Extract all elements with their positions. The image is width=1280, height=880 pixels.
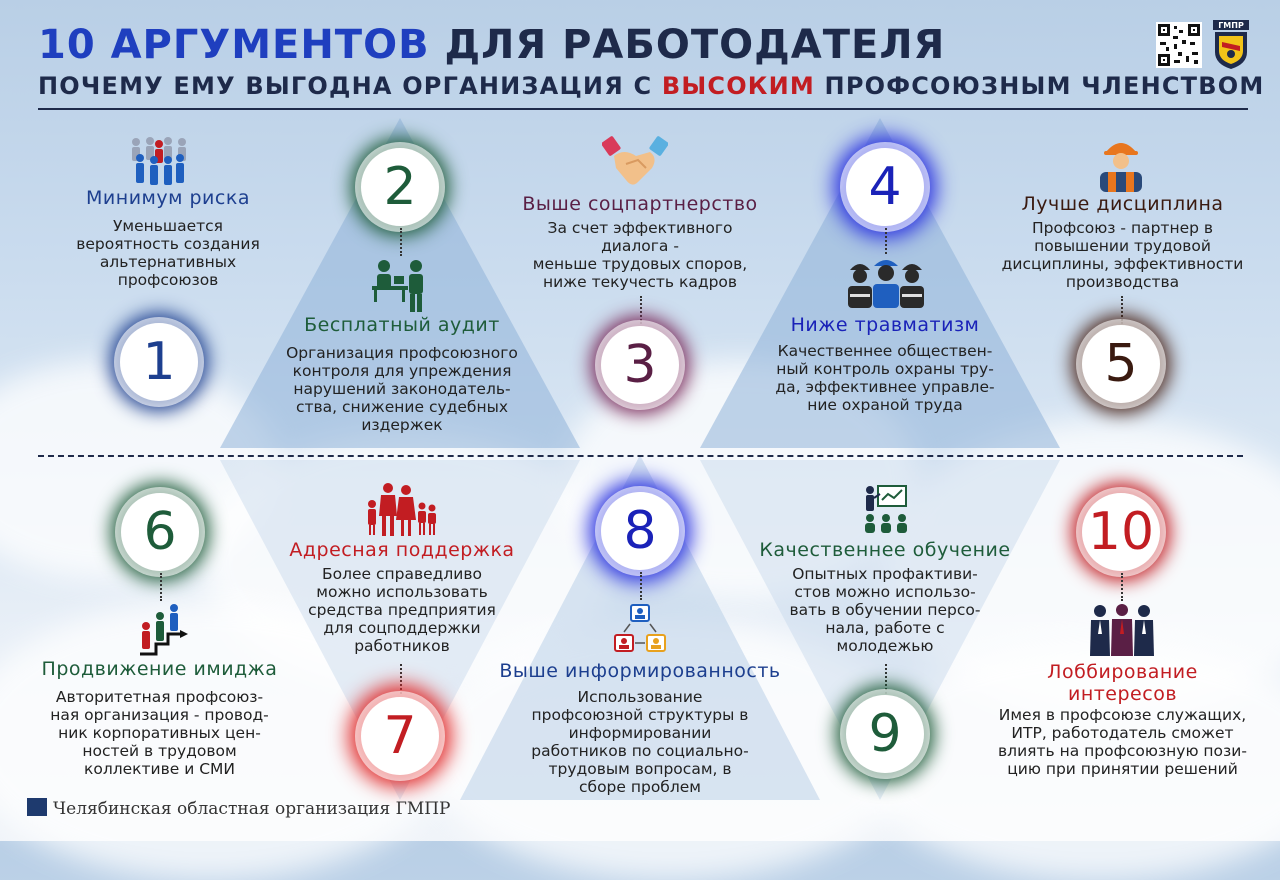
connector-line (400, 228, 402, 256)
item-heading: Лучше дисциплина (1021, 193, 1224, 215)
item-text-line: ниже текучесть кадров (542, 273, 738, 291)
audit-desk-icon (372, 258, 428, 316)
gmpr-logo (1213, 20, 1249, 70)
footer-credit (27, 798, 451, 820)
item-text-line: повышении трудовой (1034, 237, 1211, 255)
item-text-line: трудовым вопросам, в (548, 760, 732, 778)
number-circle-4: 4 (846, 148, 924, 226)
item-text-line: Авторитетная профсоюз- (55, 688, 264, 706)
number-circle-2: 2 (361, 148, 439, 226)
title-rule (38, 108, 1248, 110)
item-text-line: вать в обучении персо- (789, 601, 981, 619)
item-text-line: контроля для упреждения (292, 362, 512, 380)
number-circle-8: 8 (601, 492, 679, 570)
item-text-line: Организация профсоюзного (286, 344, 518, 362)
item-text-line: цию при принятии решений (1007, 760, 1238, 778)
page-subtitle (38, 72, 1264, 100)
number-circle-10: 10 (1082, 493, 1160, 571)
item-text (48, 217, 288, 289)
item-heading: Выше соцпартнерство (522, 193, 758, 215)
item-heading: Выше информированность (499, 660, 781, 682)
item-text-line: ник корпоративных цен- (58, 724, 261, 742)
item-heading: Адресная поддержка (289, 539, 515, 561)
item-text (262, 565, 542, 655)
item-text-line: Более справедливо (321, 565, 482, 583)
item-text-line: ства, снижение судебных (296, 398, 508, 416)
item-heading (990, 661, 1255, 705)
item-text-line: издержек (361, 416, 443, 434)
subtitle-part1: ПОЧЕМУ ЕМУ ВЫГОДНА ОРГАНИЗАЦИЯ С (38, 72, 662, 100)
title-highlight: 10 АРГУМЕНТОВ (38, 22, 430, 68)
item-text-line: нала, работе с (825, 619, 945, 637)
item-text-line: нарушений законодатель- (293, 380, 511, 398)
item-heading: Бесплатный аудит (304, 314, 500, 336)
section-divider (38, 455, 1243, 457)
item-text-line: профсоюзной структуры в (531, 706, 749, 724)
number-circle-6: 6 (121, 493, 199, 571)
footer-square-icon (27, 798, 47, 816)
item-text-line: вероятность создания (76, 235, 260, 253)
item-text-line: производства (1065, 273, 1180, 291)
item-text-line: Уменьшается (112, 217, 224, 235)
item-text-line: для соцподдержки (323, 619, 481, 637)
logo-text: ГМПР (1218, 21, 1244, 30)
item-text (500, 219, 780, 291)
item-text-line: да, эффективнее управле- (775, 378, 995, 396)
workers-helmets-icon (846, 256, 926, 312)
connector-line (1121, 573, 1123, 601)
number-circle-7: 7 (361, 697, 439, 775)
item-text-line: влиять на профсоюзную пози- (998, 742, 1247, 760)
number-circle-5: 5 (1082, 325, 1160, 403)
item-text-line: дисциплины, эффективности (1001, 255, 1244, 273)
item-text-line: меньше трудовых споров, (532, 255, 748, 273)
subtitle-part2: ПРОФСОЮЗНЫМ ЧЛЕНСТВОМ (815, 72, 1265, 100)
page-title (38, 22, 945, 72)
item-text-line: Профсоюз - партнер в (1031, 219, 1214, 237)
connector-line (885, 228, 887, 254)
item-text-line: ние охраной труда (807, 396, 963, 414)
connector-line (160, 573, 162, 601)
subtitle-highlight: ВЫСОКИМ (661, 72, 815, 100)
item-text-line: коллективе и СМИ (83, 760, 236, 778)
crowd-icon (128, 136, 190, 192)
item-text (745, 342, 1025, 414)
item-text-line: молодежью (836, 637, 934, 655)
item-text-line: За счет эффективного (547, 219, 733, 237)
item-heading: Ниже травматизм (790, 314, 980, 336)
item-text-line: стов можно использо- (794, 583, 976, 601)
qr-code-icon (1156, 22, 1202, 68)
connector-line (885, 664, 887, 694)
training-icon (862, 484, 910, 540)
item-text (262, 344, 542, 434)
career-steps-icon (136, 604, 188, 660)
item-text-line: ная организация - провод- (50, 706, 269, 724)
item-heading: Качественнее обучение (759, 539, 1011, 561)
connector-line (640, 572, 642, 600)
item-heading-text: Лоббирование интересов (1047, 661, 1198, 705)
item-text (975, 706, 1270, 778)
network-icon (614, 604, 666, 658)
item-text (27, 688, 292, 778)
item-heading: Минимум риска (86, 187, 250, 209)
item-text-line: альтернативных (99, 253, 237, 271)
item-text-line: Опытных профактиви- (792, 565, 978, 583)
item-text-line: информировании (568, 724, 712, 742)
worker-helmet-icon (1098, 136, 1144, 196)
connector-line (640, 296, 642, 324)
item-text-line: ностей в трудовом (82, 742, 237, 760)
item-text-line: можно использовать (316, 583, 488, 601)
item-text-line: ный контроль охраны тру- (776, 360, 994, 378)
title-rest: ДЛЯ РАБОТОДАТЕЛЯ (444, 22, 946, 68)
item-text-line: Использование (577, 688, 703, 706)
number-circle-1: 1 (120, 323, 198, 401)
item-text-line: профсоюзов (117, 271, 219, 289)
number-circle-9: 9 (846, 695, 924, 773)
item-text-line: средства предприятия (308, 601, 496, 619)
number-circle-3: 3 (601, 326, 679, 404)
item-text (500, 688, 780, 796)
item-text-line: Имея в профсоюзе служащих, (998, 706, 1247, 724)
item-text-line: сборе проблем (578, 778, 702, 796)
item-text-line: диалога - (601, 237, 679, 255)
item-text-line: работников по социально- (531, 742, 749, 760)
footer-text: Челябинская областная организация ГМПР (53, 799, 451, 819)
item-text (990, 219, 1255, 291)
item-text-line: Качественнее обществен- (777, 342, 993, 360)
item-text-line: работников (354, 637, 450, 655)
connector-line (1121, 296, 1123, 324)
item-text-line: ИТР, работодатель сможет (1011, 724, 1234, 742)
item-text (745, 565, 1025, 655)
item-heading: Продвижение имиджа (41, 658, 278, 680)
family-icon (364, 482, 438, 540)
connector-line (400, 664, 402, 694)
handshake-icon (602, 134, 668, 194)
businessmen-icon (1090, 604, 1154, 660)
